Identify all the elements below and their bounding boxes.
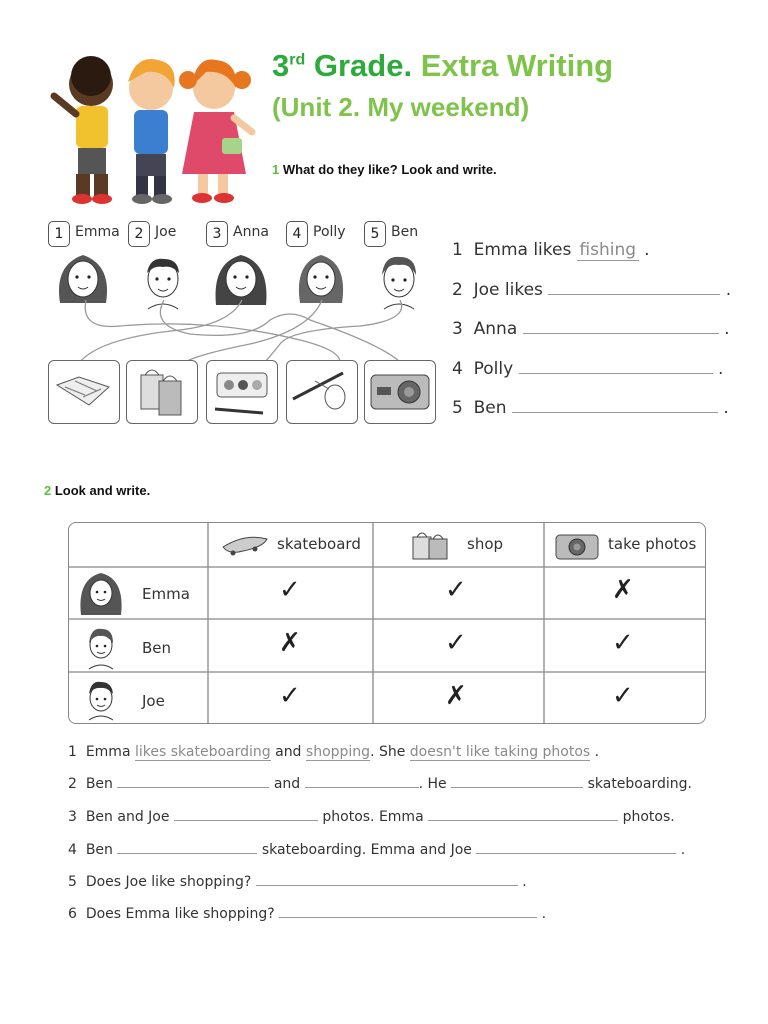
person-name: Polly	[313, 224, 346, 240]
sentence-number: 5	[68, 874, 77, 890]
sentence-end: .	[724, 319, 730, 339]
person-name: Emma	[75, 224, 120, 240]
sentence-end: .	[725, 280, 732, 300]
person-name: Anna	[233, 224, 269, 240]
girl-face-icon	[75, 569, 127, 617]
sentence-end: .	[594, 744, 600, 760]
picture-map	[48, 360, 120, 424]
map-icon	[49, 361, 118, 422]
sentence-text: and	[275, 744, 302, 760]
sentence-text: Does Joe like shopping?	[85, 874, 252, 890]
person-number: 4	[286, 221, 308, 247]
row-name: Emma	[142, 585, 190, 603]
ex1-sentence-5	[452, 398, 729, 418]
title-grade-sup: rd	[289, 51, 306, 69]
shopping-bags-icon	[127, 361, 196, 422]
answer-field[interactable]	[117, 787, 269, 788]
sentence-number: 3	[452, 319, 463, 339]
sentence-end: .	[680, 842, 686, 858]
picture-fishing-rod	[286, 360, 358, 424]
camera-icon	[365, 361, 434, 422]
sentence-text: Ben	[473, 398, 507, 418]
person-name: Ben	[391, 224, 419, 240]
cross-mark: ✗	[279, 628, 301, 658]
ex2-sentence-2	[68, 776, 692, 792]
check-mark: ✓	[279, 681, 301, 711]
page-title	[272, 48, 613, 84]
sentence-number: 4	[452, 359, 463, 379]
sentence-text: Anna	[473, 319, 518, 339]
ex1-sentence-3	[452, 319, 729, 339]
sentence-text: photos. Emma	[322, 809, 424, 825]
picture-paint-set	[206, 360, 278, 424]
answer-field[interactable]	[117, 853, 257, 854]
sentence-end: .	[644, 240, 650, 260]
skateboard-icon	[219, 533, 271, 557]
paint-set-icon	[207, 361, 276, 422]
answer-field[interactable]: fishing	[577, 240, 639, 261]
person-number: 3	[206, 221, 228, 247]
cross-mark: ✗	[445, 681, 467, 711]
answer-field[interactable]: likes skateboarding	[134, 744, 271, 760]
tangle-lines	[40, 300, 440, 364]
check-mark: ✓	[445, 575, 467, 605]
sentence-text: Emma	[85, 744, 131, 760]
sentence-text: photos.	[622, 809, 675, 825]
page-subtitle: (Unit 2. My weekend)	[272, 92, 530, 122]
exercise2-instruction-text: Look and write.	[54, 483, 151, 498]
column-header-take-photos: take photos	[608, 535, 697, 553]
person-number: 2	[128, 221, 150, 247]
sentence-number: 1	[68, 744, 77, 760]
title-grade-num: 3	[272, 48, 290, 83]
sentence-text: . He	[418, 776, 447, 792]
likes-table	[68, 522, 706, 724]
answer-field[interactable]	[523, 333, 719, 334]
sentence-number: 2	[68, 776, 77, 792]
sentence-text: Emma likes	[473, 240, 572, 260]
sentence-end: .	[522, 874, 527, 890]
answer-field[interactable]	[519, 373, 713, 374]
sentence-number: 2	[452, 280, 463, 300]
sentence-text: skateboarding.	[587, 776, 692, 792]
sentence-text: . She	[370, 744, 406, 760]
check-mark: ✓	[279, 575, 301, 605]
sentence-end: .	[541, 906, 547, 922]
column-header-skateboard: skateboard	[277, 535, 361, 553]
person-name: Joe	[155, 224, 177, 240]
answer-field[interactable]	[451, 787, 583, 788]
sentence-number: 1	[452, 240, 463, 260]
title-extra: Extra Writing	[420, 48, 614, 83]
check-mark: ✓	[612, 628, 634, 658]
answer-field[interactable]: doesn't like taking photos	[409, 744, 591, 760]
person-number: 1	[48, 221, 70, 247]
ex2-sentence-5	[68, 874, 527, 890]
exercise1-instruction-text: What do they like? Look and write.	[282, 162, 497, 177]
answer-field[interactable]	[174, 820, 318, 821]
sentence-number: 6	[68, 906, 77, 922]
fishing-rod-icon	[287, 361, 356, 422]
ex1-sentence-4	[452, 359, 723, 379]
person-number: 5	[364, 221, 386, 247]
answer-field[interactable]	[279, 917, 537, 918]
answer-field[interactable]	[256, 885, 518, 886]
boy-face-icon	[79, 621, 123, 671]
ex1-sentence-1	[452, 240, 650, 261]
column-header-shop: shop	[467, 535, 504, 553]
sentence-text: Does Emma like shopping?	[85, 906, 275, 922]
answer-field[interactable]	[548, 294, 720, 295]
check-mark: ✓	[445, 628, 467, 658]
check-mark: ✓	[612, 681, 634, 711]
exercise2-instruction	[44, 483, 150, 498]
sentence-text: Ben	[85, 842, 113, 858]
picture-shopping-bags	[126, 360, 198, 424]
ex2-sentence-6	[68, 906, 546, 922]
sentence-text: Polly	[473, 359, 514, 379]
sentence-text: skateboarding. Emma and Joe	[261, 842, 472, 858]
sentence-number: 3	[68, 809, 77, 825]
ex2-sentence-4	[68, 842, 685, 858]
exercise1-number: 1	[272, 162, 280, 177]
shopping-bags-icon	[409, 529, 457, 561]
exercise1-instruction	[272, 162, 497, 177]
row-name: Ben	[142, 639, 172, 657]
sentence-end: .	[718, 359, 724, 379]
picture-camera	[364, 360, 436, 424]
cross-mark: ✗	[612, 575, 634, 605]
sentence-text: and	[273, 776, 301, 792]
answer-field[interactable]	[305, 787, 419, 788]
sentence-text: Ben and Joe	[85, 809, 170, 825]
answer-field[interactable]	[476, 853, 676, 854]
sentence-text: Ben	[85, 776, 113, 792]
sentence-number: 5	[452, 398, 463, 418]
sentence-number: 4	[68, 842, 77, 858]
answer-field[interactable]	[428, 820, 618, 821]
title-grade-word: Grade.	[313, 48, 413, 83]
ex1-sentence-2	[452, 280, 731, 300]
kids-illustration	[46, 46, 258, 206]
answer-field[interactable]: shopping	[305, 744, 371, 760]
row-name: Joe	[142, 692, 165, 710]
sentence-end: .	[723, 398, 729, 418]
boy-face-icon	[79, 674, 123, 722]
answer-field[interactable]	[512, 412, 718, 413]
ex2-sentence-3	[68, 809, 675, 825]
ex2-sentence-1	[68, 744, 599, 761]
sentence-text: Joe likes	[473, 280, 543, 300]
exercise2-number: 2	[44, 483, 52, 498]
camera-icon	[553, 529, 601, 561]
